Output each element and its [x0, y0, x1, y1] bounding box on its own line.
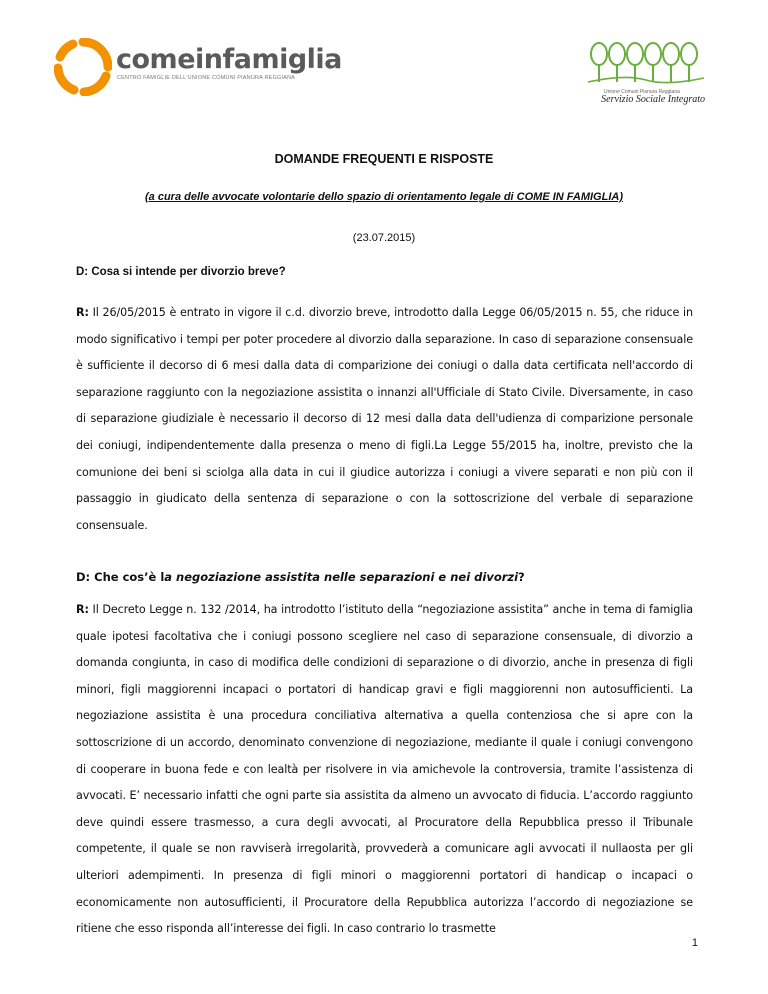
brand-name: comeinfamiglia — [116, 44, 342, 75]
question-2-emphasis: a negoziazione assistita nelle separazioni e nei divorzi — [164, 570, 519, 584]
question-2-suffix: ? — [518, 570, 525, 584]
answer-1-prefix: R: — [76, 306, 89, 319]
trees-icon — [586, 40, 706, 90]
question-1: D: Cosa si intende per divorzio breve? — [76, 266, 286, 278]
answer-1 — [76, 300, 693, 539]
question-2 — [76, 570, 525, 584]
unione-comuni-label: Unione Comuni Pianura Reggiana — [604, 89, 680, 95]
question-2-prefix: D: Che cos’è l — [76, 570, 165, 584]
document-date: (23.07.2015) — [352, 232, 416, 244]
answer-1-text: Il 26/05/2015 è entrato in vigore il c.d. divorzio breve, introdotto dalla Legge 06/05/2015 n. 55, che riduce in modo significativo i tempi per poter procedere al divorzio dalla separazione. In caso di separazione consensuale è sufficiente il decorso di 6 mesi dalla data di comparizione dei coniugi o dalla data certificata nell'accordo di separazione raggiunto con la negoziazione assistita o innanzi all'Ufficiale di Stato Civile. Diversamente, in caso di separazione giudiziale è necessario il decorso di 12 mesi dalla data dell'udienza di comparizione personale dei coniugi, indipendentemente dalla presenza o meno di figli.La Legge 55/2015 ha, inoltre, previsto che la comunione dei beni si sciolga alla data in cui il giudice autorizza i coniugi a vivere separati e non più con il passaggio in giudicato della sentenza di separazione o con la sottoscrizione del verbale di separazione consensuale. — [76, 306, 693, 532]
answer-2 — [76, 597, 693, 943]
document-title: DOMANDE FREQUENTI E RISPOSTE — [274, 152, 494, 166]
answer-2-text: Il Decreto Legge n. 132 /2014, ha introdotto l’istituto della “negoziazione assistita” anche in tema di famiglia quale ipotesi facoltativa che i coniugi possono scegliere nel caso di separazione consensuale, di divorzio a domanda congiunta, in caso di modifica delle condizioni di separazione o di divorzio, anche in presenza di figli minori, figli maggiorenni incapaci o portatori di handicap gravi e figli maggiorenni non autosufficienti. La negoziazione assistita è una procedura conciliativa alternativa a quella contenziosa che si apre con la sottoscrizione di un accordo, denominato convenzione di negoziazione, mediante il quale i coniugi convengono di cooperare in buona fede e con lealtà per risolvere in via amichevole la controversia, tramite l’assistenza di avvocati. E’ necessario infatti che ogni parte sia assistita da almeno un avvocato di fiducia. L’accordo raggiunto deve quindi essere trasmesso, a cura degli avvocati, al Procuratore della Repubblica presso il Tribunale competente, il quale se non ravviserà irregolarità, provvederà a comunicare agli avvocati il nullaosta per gli ulteriori adempimenti. In presenza di figli minori o maggiorenni portatori di handicap o incapaci o economicamente non autosufficienti, il Procuratore della Repubblica autorizza l’accordo di negoziazione se ritiene che esso risponda all’interesse dei figli. In caso contrario lo trasmette — [76, 603, 693, 936]
brand-subtitle: CENTRO FAMIGLIE DELL'UNIONE COMUNI PIANURA REGGIANA — [117, 75, 296, 81]
family-circle-icon — [54, 38, 112, 96]
document-subtitle: (a cura delle avvocate volontarie dello spazio di orientamento legale di COME IN FAMIGLIA) — [145, 191, 623, 203]
answer-2-prefix: R: — [76, 603, 89, 616]
service-label: Servizio Sociale Integrato — [601, 94, 705, 105]
come-in-famiglia-logo — [54, 38, 342, 90]
page-number: 1 — [691, 937, 698, 949]
